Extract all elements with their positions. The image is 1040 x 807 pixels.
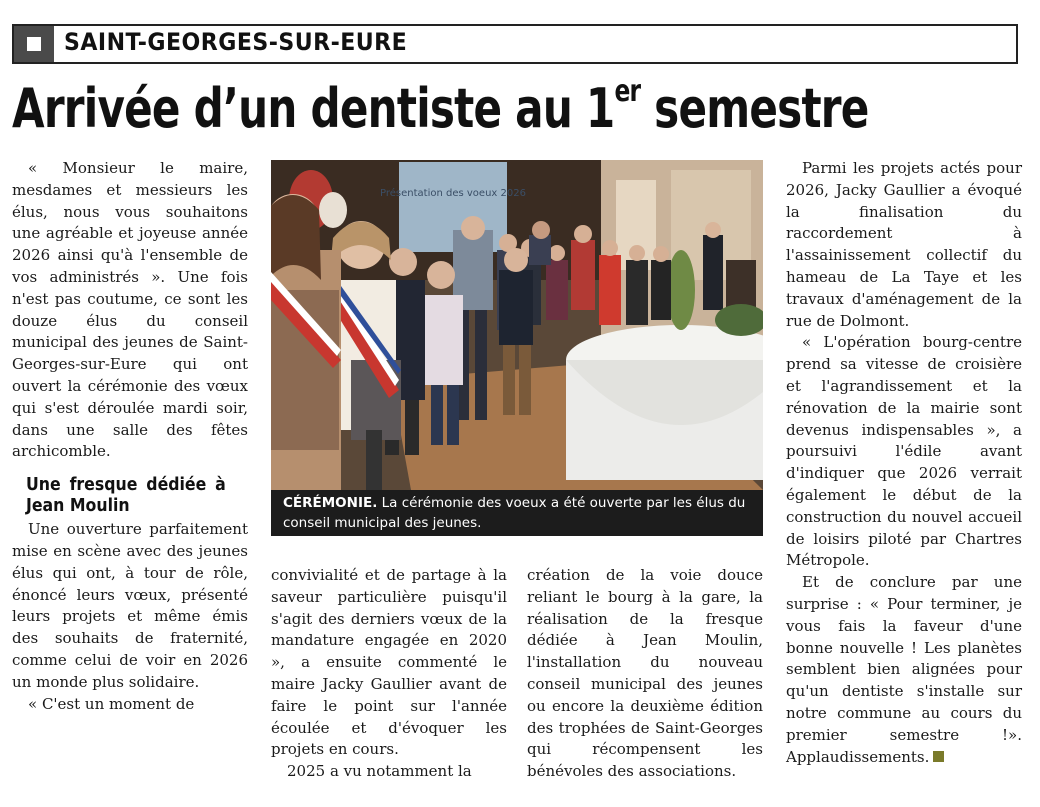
caption-label: CÉRÉMONIE.: [283, 495, 378, 511]
closing-text: Et de conclure par une surprise : « Pour terminer, je vous fais la faveur d'une bonne nouvelle ! Les planètes semblent bien alignées pour qu'un dentiste s'installe sur notre commune au cours du premier semestre !». Applaudissements.: [786, 573, 1022, 766]
paragraph: [786, 572, 1022, 768]
paragraph: Parmi les projets actés pour 2026, Jacky Gaullier a évoqué la finalisation du raccordement à l'assainissement collectif du hameau de La Taye et les travaux d'aménagement de la rue de Dolmont.: [786, 159, 1022, 330]
paragraph: « Monsieur le maire, mesdames et messieurs les élus, nous vous souhaitons une agréable et joyeuse année 2026 ainsi qu'à l'ensemble de vos administrés ». Une fois n'est pas coutume, ce sont les douze élus du conseil municipal des jeunes de Saint-Georges-sur-Eure qui ont ouvert la cérémonie des vœux qui s'est déroulée mardi soir, dans une salle des fêtes archicomble.: [12, 159, 248, 461]
end-of-article-icon: [933, 751, 944, 762]
section-header: [12, 24, 1018, 64]
paragraph: « L'opération bourg-centre prend sa vitesse de croisière et l'agrandissement et la rénovation de la mairie sont devenus indispensables », a poursuivi l'édile avant d'indiquer que 2026 verrait également le début de la construction du nouvel accueil de loisirs piloté par Chartres Métropole.: [786, 333, 1022, 570]
article-column-2: [271, 565, 507, 783]
paragraph: convivialité et de partage à la saveur particulière puisqu'il s'agit des derniers vœux de la mandature engagée en 2020 », a ensuite commenté le maire Jacky Gaullier avant de faire le point sur l'année écoulée et d'évoquer les projets en cours.: [271, 566, 507, 759]
headline-superscript: er: [614, 74, 641, 109]
section-square-icon: [14, 26, 54, 62]
headline-main: Arrivée d’un dentiste au 1: [12, 77, 615, 140]
article-headline: [12, 76, 869, 142]
paragraph: 2025 a vu notamment la: [287, 762, 472, 781]
section-label: SAINT-GEORGES-SUR-EURE: [64, 28, 408, 56]
headline-end: semestre: [640, 77, 869, 140]
article-subheading: Une fresque dédiée à Jean Moulin: [26, 475, 226, 517]
article-column-1: [12, 158, 248, 715]
article-column-4: [786, 158, 1022, 768]
paragraph: création de la voie douce reliant le bourg à la gare, la réalisation de la fresque dédiée à Jean Moulin, l'installation du nouveau conseil municipal des jeunes ou encore la deuxième édition des trophées de Saint-Georges qui récompensent les bénévoles des associations.: [527, 566, 763, 781]
paragraph: « C'est un moment de: [28, 694, 195, 713]
ceremony-photo: [271, 160, 763, 490]
paragraph: Une ouverture parfaitement mise en scène avec des jeunes élus qui ont, à tour de rôle, énoncé leurs vœux, présenté leurs projets et même émis des souhaits de fraternité, comme celui de voir en 2026 un monde plus solidaire.: [12, 520, 248, 691]
screen-text: Présentation des voeux 2026: [380, 188, 526, 199]
photo-caption: [271, 490, 763, 536]
caption-text: La cérémonie des voeux a été ouverte par les élus du conseil municipal des jeunes.: [283, 495, 746, 531]
article-column-3: [527, 565, 763, 783]
